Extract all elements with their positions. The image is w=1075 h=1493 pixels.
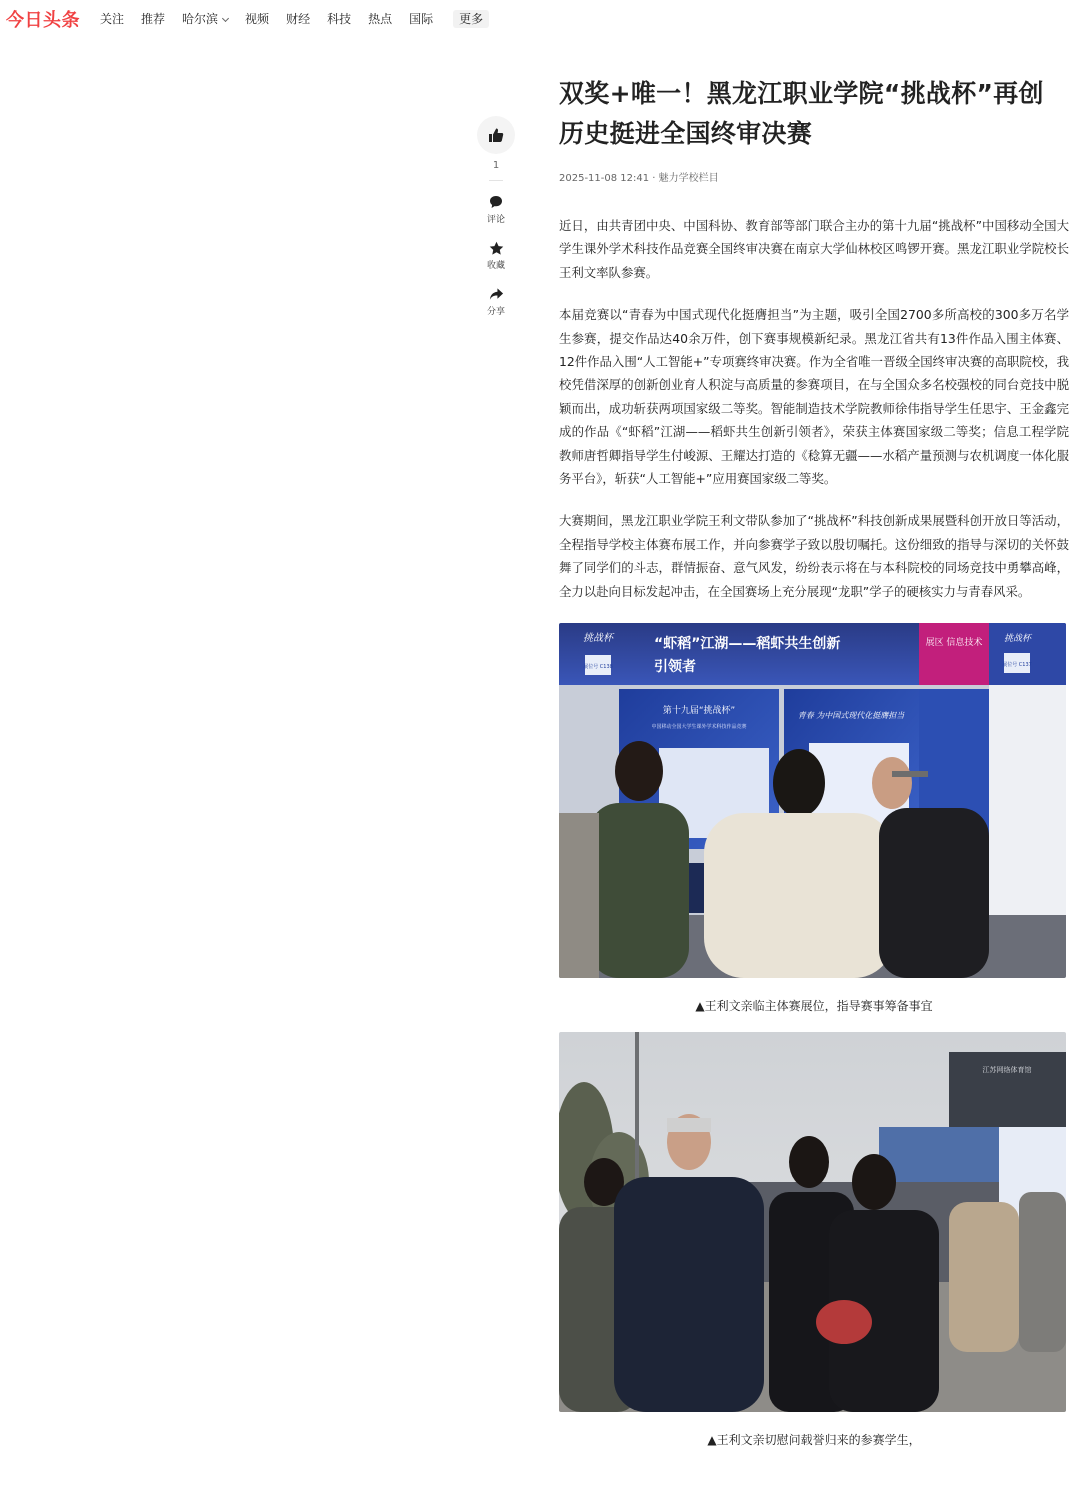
photo-board-text: 第十九届“挑战杯” — [662, 706, 736, 717]
nav-item-follow[interactable]: 关注 — [100, 12, 125, 26]
comment-button[interactable] — [475, 193, 517, 225]
nav-item-video[interactable]: 视频 — [245, 12, 270, 26]
site-logo[interactable]: 今日头条 — [6, 10, 80, 31]
nav-item-tech[interactable]: 科技 — [327, 12, 352, 26]
article-paragraph: 本届竞赛以“青春为中国式现代化挺膺担当”为主题，吸引全国2700多所高校的300多万名学生参赛，提交作品达40余万件，创下赛事规模新纪录。黑龙江省共有13件作品入围主体赛、12件作品入围“人工智能+”专项赛终审决赛。作为全省唯一晋级全国终审决赛的高职院校，我校凭借深厚的创新创业育人积淀与高质量的参赛项目，在与全国众多名校强校的同台竞技中脱颖而出，成功斩获两项国家级二等奖。智能制造技术学院教师徐伟指导学生任思宇、王金鑫完成的作品《“虾稻”江湖——稻虾共生创新引领者》，荣获主体赛国家级二等奖；信息工程学院教师唐哲卿指导学生付峻源、王耀达打造的《稔算无疆——水稻产量预测与农机调度一体化服务平台》，斩获“人工智能+”应用赛国家级二等奖。 — [559, 307, 1069, 487]
share-icon — [489, 287, 504, 301]
star-icon — [489, 241, 504, 256]
nav-item-city[interactable] — [182, 10, 228, 28]
nav-item-hot[interactable]: 热点 — [368, 12, 393, 26]
chevron-down-icon — [222, 15, 229, 22]
photo-side-sign: 展区 信息技术 — [925, 638, 983, 649]
photo-banner-title: “虾稻”江湖——稻虾共生创新 — [654, 636, 841, 653]
photo-board-subtext: 中国移动全国大学生课外学术科技作品竞赛 — [651, 724, 747, 731]
like-count: 1 — [492, 160, 500, 171]
nav-item-recommend[interactable]: 推荐 — [141, 12, 166, 26]
photo-brand-logo-2: 挑战杯 — [1004, 634, 1032, 645]
booth-photo[interactable] — [559, 623, 1066, 978]
photo-banner-title-2: 引领者 — [654, 659, 696, 676]
photo-brand-logo: 挑战杯 — [583, 633, 613, 645]
photo-caption: ▲王利文亲切慰问载誉归来的参赛学生， — [707, 1433, 921, 1448]
outdoor-photo[interactable] — [559, 1032, 1066, 1412]
nav-item-international[interactable]: 国际 — [409, 12, 434, 26]
comment-icon — [489, 195, 503, 209]
article-paragraph: 大赛期间，黑龙江职业学院王利文带队参加了“挑战杯”科技创新成果展暨科创开放日等活动，全程指导学校主体赛布展工作，并向参赛学子致以殷切嘱托。这份细致的指导与深切的关怀鼓舞了同学们的斗志，群情振奋、意气风发，纷纷表示将在与本科院校的同场竞技中勇攀高峰，全力以赴向目标发起冲击，在全国赛场上充分展现“龙职”学子的硬核实力与青春风采。 — [559, 513, 1069, 599]
article-title: 双奖+唯一！黑龙江职业学院“挑战杯”再创历史挺进全国终审决赛 — [559, 79, 1044, 148]
photo-booth-sign-2: 展位号 C137 — [1002, 662, 1032, 669]
photo-booth-sign: 展位号 C138 — [583, 664, 613, 671]
comment-label: 评论 — [486, 215, 505, 225]
article-meta: 2025-11-08 12:41 · 魅力学校栏目 — [559, 173, 719, 184]
rail-divider — [489, 180, 503, 181]
article-paragraph: 近日，由共青团中央、中国科协、教育部等部门联合主办的第十九届“挑战杯”中国移动全国大学生课外学术科技作品竞赛全国终审决赛在南京大学仙林校区鸣锣开赛。黑龙江职业学院校长王利文率队参赛。 — [559, 218, 1069, 280]
nav-more-button[interactable]: 更多 — [453, 10, 489, 28]
share-label: 分享 — [486, 307, 505, 317]
photo-building-sign: 江苏网络体育馆 — [982, 1066, 1032, 1075]
photo-caption: ▲王利文亲临主体赛展位，指导赛事筹备事宜 — [695, 999, 933, 1014]
thumbs-up-icon — [488, 127, 504, 143]
channel-nav — [100, 10, 506, 28]
action-rail — [475, 116, 517, 331]
share-button[interactable] — [475, 285, 517, 317]
favorite-button[interactable] — [475, 239, 517, 271]
photo-slogan-text: 青春 为中国式现代化挺膺担当 — [797, 711, 905, 721]
article — [559, 74, 1069, 1448]
nav-item-finance[interactable]: 财经 — [286, 12, 311, 26]
like-button[interactable] — [477, 116, 515, 154]
nav-item-city-label: 哈尔滨 — [182, 12, 219, 26]
favorite-label: 收藏 — [486, 261, 505, 271]
top-navigation-bar — [0, 0, 1075, 36]
